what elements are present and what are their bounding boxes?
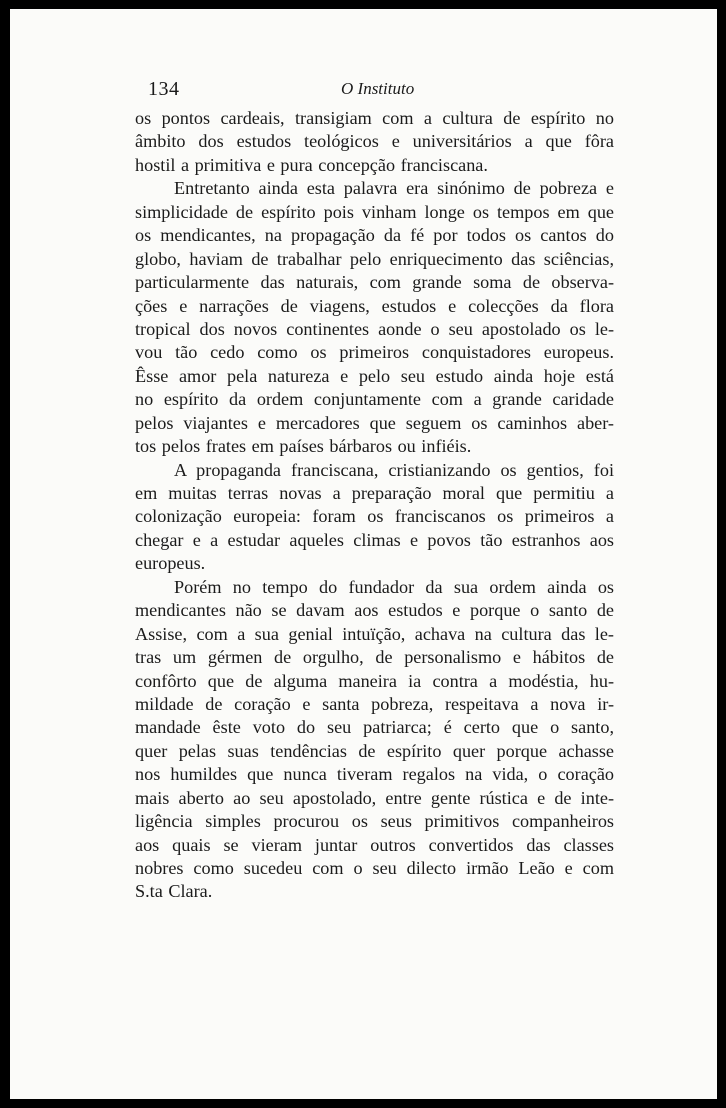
text-line: tras um gérmen de orgulho, de personalismo e hábitos de xyxy=(135,647,614,668)
text-line: simplicidade de espírito pois vinham longe os tempos em que xyxy=(135,201,614,222)
text-line: quer pelas suas tendências de espírito quer porque achasse xyxy=(135,740,614,761)
text-line: mais aberto ao seu apostolado, entre gente rústica e de inte- xyxy=(135,787,614,808)
text-line: ções e narrações de viagens, estudos e colecções da flora xyxy=(135,295,614,316)
text-line: tos pelos frates em países bárbaros ou infiéis. xyxy=(135,436,472,457)
text-line: confôrto que de alguma maneira ia contra a modéstia, hu- xyxy=(135,670,614,691)
text-line: Assise, com a sua genial intuïção, achava na cultura das le- xyxy=(135,623,614,644)
page-header xyxy=(143,75,627,105)
paragraph-start-line: Porém no tempo do fundador da sua ordem ainda os xyxy=(174,576,614,597)
text-line: mildade de coração e santa pobreza, respeitava a nova ir- xyxy=(135,693,614,714)
paragraph-start-line: A propaganda franciscana, cristianizando os gentios, foi xyxy=(174,459,614,480)
text-line: Êsse amor pela natureza e pelo seu estudo ainda hoje está xyxy=(135,365,614,386)
paragraph-start-line: Entretanto ainda esta palavra era sinónimo de pobreza e xyxy=(174,178,614,199)
text-line: os pontos cardeais, transigiam com a cultura de espírito no xyxy=(135,108,614,128)
text-line: nobres como sucedeu com o seu dilecto irmão Leão e com xyxy=(135,858,614,878)
text-line: no espírito da ordem conjuntamente com a grande caridade xyxy=(135,389,614,410)
text-line: os mendicantes, na propagação da fé por todos os cantos do xyxy=(135,225,614,246)
text-line: em muitas terras novas a preparação moral que permitiu a xyxy=(135,483,614,503)
page-number: 134 xyxy=(148,78,180,100)
text-line: globo, haviam de trabalhar pelo enriquecimento das sciências, xyxy=(135,248,614,269)
text-line: chegar e a estudar aqueles climas e povos tão estranhos aos xyxy=(135,529,614,550)
running-title: O Instituto xyxy=(341,79,415,98)
text-line: vou tão cedo como os primeiros conquistadores europeus. xyxy=(135,342,614,363)
text-line: particularmente das naturais, com grande soma de observa- xyxy=(135,272,614,293)
text-line: europeus. xyxy=(135,553,206,574)
text-line: S.ta Clara. xyxy=(135,881,213,902)
text-line: aos quais se vieram juntar outros convertidos das classes xyxy=(135,834,614,855)
text-line: ligência simples procurou os seus primitivos companheiros xyxy=(135,811,614,832)
text-line: tropical dos novos continentes aonde o seu apostolado os le- xyxy=(135,318,614,339)
text-line: âmbito dos estudos teológicos e universitários a que fôra xyxy=(135,131,614,152)
text-line: mandade êste voto do seu patriarca; é certo que o santo, xyxy=(135,717,614,738)
text-line: pelos viajantes e mercadores que seguem os caminhos aber- xyxy=(135,412,614,433)
body-text xyxy=(135,107,614,904)
text-line: nos humildes que nunca tiveram regalos na vida, o coração xyxy=(135,764,614,785)
text-line: hostil a primitiva e pura concepção franciscana. xyxy=(135,154,488,175)
text-line: colonização europeia: foram os franciscanos os primeiros a xyxy=(135,506,614,527)
text-line: mendicantes não se davam aos estudos e porque o santo de xyxy=(135,600,614,621)
